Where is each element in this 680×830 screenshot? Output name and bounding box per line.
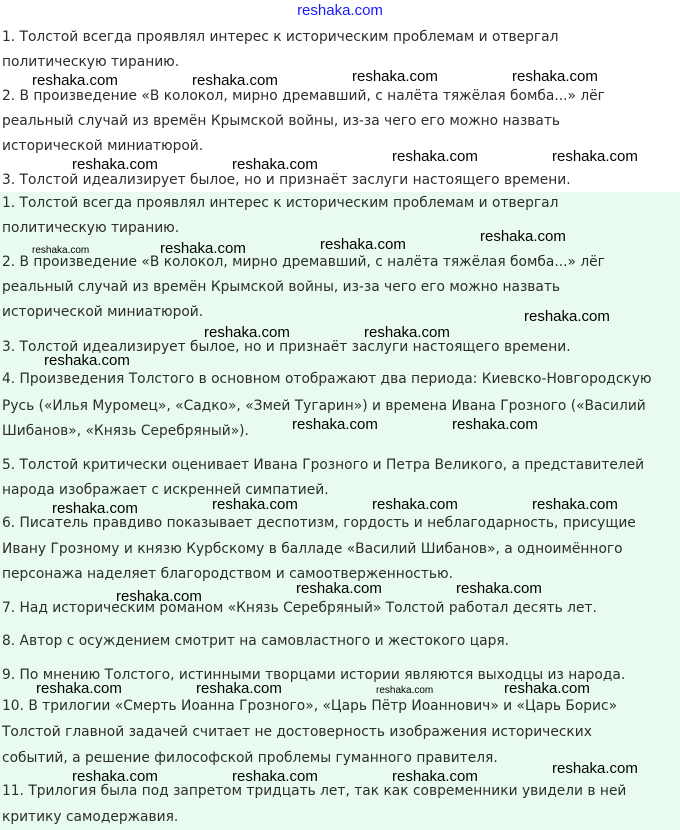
watermark: reshaka.com (452, 416, 538, 433)
watermark: reshaka.com (480, 228, 566, 245)
watermark: reshaka.com (72, 156, 158, 173)
header-link[interactable]: reshaka.com (297, 2, 383, 19)
statement-line: 2. В произведение «В колокол, мирно дремавший, с налёта тяжёлая бомба...» лёг (2, 254, 605, 270)
watermark: reshaka.com (52, 500, 138, 517)
watermark: reshaka.com (504, 680, 590, 697)
watermark: reshaka.com (72, 768, 158, 785)
statement-line: 3. Толстой идеализирует былое, но и признаёт заслуги настоящего времени. (2, 339, 571, 355)
watermark: reshaka.com (44, 352, 130, 369)
watermark: reshaka.com (192, 72, 278, 89)
watermark: reshaka.com (552, 760, 638, 777)
statement-line: 7. Над историческим романом «Князь Серебряный» Толстой работал десять лет. (2, 600, 597, 616)
watermark: reshaka.com (392, 148, 478, 165)
statement-line: 5. Толстой критически оценивает Ивана Грозного и Петра Великого, а представителей (2, 457, 645, 473)
statement-line: 11. Трилогия была под запретом тридцать лет, так как современники увидели в ней (2, 783, 627, 799)
statement-line: 1. Толстой всегда проявлял интерес к историческим проблемам и отвергал (2, 29, 559, 45)
watermark: reshaka.com (524, 308, 610, 325)
watermark: reshaka.com (116, 588, 202, 605)
watermark: reshaka.com (292, 416, 378, 433)
statement-line: критику самодержавия. (2, 809, 179, 825)
statement-line: персонажа наделяет благородством и самоотверженностью. (2, 566, 454, 582)
watermark: reshaka.com (352, 68, 438, 85)
watermark: reshaka.com (364, 324, 450, 341)
watermark: reshaka.com (160, 240, 246, 257)
watermark: reshaka.com (32, 245, 90, 256)
watermark: reshaka.com (212, 496, 298, 513)
statement-line: реальный случай из времён Крымской войны, из-за чего его можно назвать (2, 279, 561, 295)
watermark: reshaka.com (32, 72, 118, 89)
statement-line: 9. По мнению Толстого, истинными творцами истории являются выходцы из народа. (2, 667, 626, 683)
watermark: reshaka.com (456, 580, 542, 597)
statement-line: исторической миниатюрой. (2, 138, 204, 154)
watermark: reshaka.com (512, 68, 598, 85)
watermark: reshaka.com (36, 680, 122, 697)
statement-line: 10. В трилогии «Смерть Иоанна Грозного», «Царь Пётр Иоаннович» и «Царь Борис» (2, 698, 618, 714)
statement-line: 1. Толстой всегда проявлял интерес к историческим проблемам и отвергал (2, 195, 559, 211)
watermark: reshaka.com (552, 148, 638, 165)
watermark: reshaka.com (372, 496, 458, 513)
statement-line: политическую тиранию. (2, 54, 180, 70)
watermark: reshaka.com (204, 324, 290, 341)
statement-line: Шибанов», «Князь Серебряный»). (2, 423, 249, 439)
statement-line: Толстой главной задачей считает не достоверность изображения исторических (2, 724, 592, 740)
watermark: reshaka.com (232, 768, 318, 785)
statement-line: 3. Толстой идеализирует былое, но и признаёт заслуги настоящего времени. (2, 172, 571, 188)
watermark: reshaka.com (320, 236, 406, 253)
statement-line: политическую тиранию. (2, 220, 180, 236)
statement-line: Русь («Илья Муромец», «Садко», «Змей Тугарин») и времена Ивана Грозного («Василий (2, 398, 646, 414)
statement-line: народа изображает с искренней симпатией. (2, 482, 329, 498)
watermark: reshaka.com (296, 580, 382, 597)
watermark: reshaka.com (232, 156, 318, 173)
statement-line: Ивану Грозному и князю Курбскому в балладе «Василий Шибанов», а одноимённого (2, 541, 623, 557)
watermark: reshaka.com (196, 680, 282, 697)
watermark: reshaka.com (376, 685, 434, 696)
watermark: reshaka.com (532, 496, 618, 513)
statement-line: событий, а решение философской проблемы гуманного правителя. (2, 750, 498, 766)
statement-line: 6. Писатель правдиво показывает деспотизм, гордость и неблагодарность, присущие (2, 515, 636, 531)
statement-line: 4. Произведения Толстого в основном отображают два периода: Киевско-Новгородскую (2, 371, 652, 387)
statement-line: исторической миниатюрой. (2, 304, 204, 320)
statement-line: реальный случай из времён Крымской войны, из-за чего его можно назвать (2, 113, 561, 129)
watermark: reshaka.com (392, 768, 478, 785)
statement-line: 8. Автор с осуждением смотрит на самовластного и жестокого царя. (2, 633, 510, 649)
statement-line: 2. В произведение «В колокол, мирно дремавший, с налёта тяжёлая бомба...» лёг (2, 88, 605, 104)
